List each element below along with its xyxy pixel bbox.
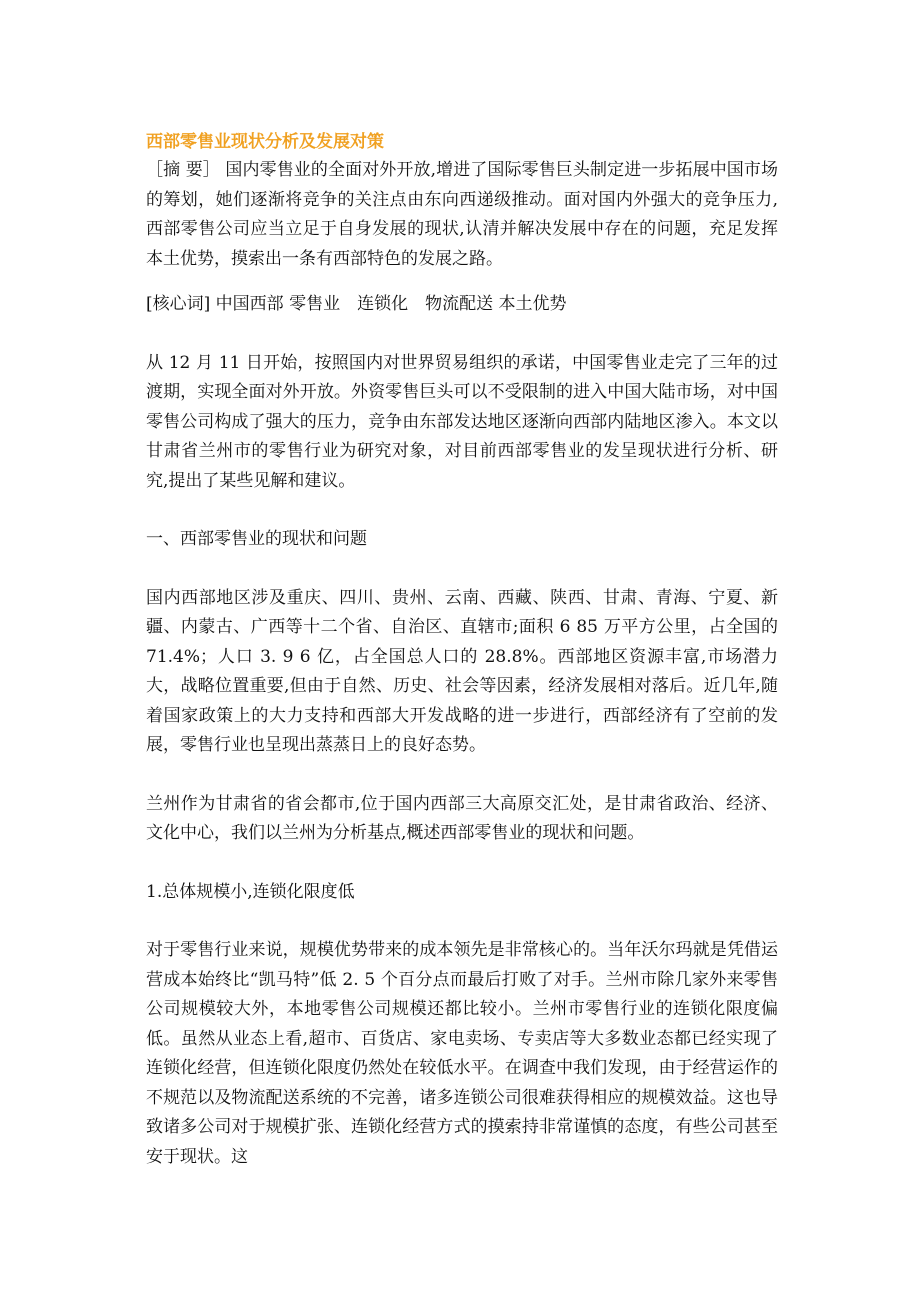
document-page [146,128,778,1172]
document-title: 西部零售业现状分析及发展对策 [146,132,384,152]
keywords-line: [核心词] 中国西部 零售业 连锁化 物流配送 本土优势 [146,294,567,314]
intro-paragraph: 从 12 月 11 日开始，按照国内对世界贸易组织的承诺，中国零售业走完了三年的过渡期，实现全面对外开放。外资零售巨头可以不受限制的进入中国大陆市场，对中国零售公司构成了强大的压力，竞争由东部发达地区逐渐向西部内陆地区渗入。本文以甘肃省兰州市的零售行业为研究对象，对目前西部零售业的发呈现状进行分析、研究,提出了某些见解和建议。 [146,352,778,491]
abstract-paragraph: ［摘 要］ 国内零售业的全面对外开放,增进了国际零售巨头制定进一步拓展中国市场的筹划，她们逐渐将竞争的关注点由东向西递级推动。面对国内外强大的竞争压力,西部零售公司应当立足于自身发展的现状,认清并解决发展中存在的问题，充足发挥本土优势，摸索出一条有西部特色的发展之路。 [146,160,778,269]
subsection-heading-1: 1.总体规模小,连锁化限度低 [146,881,355,902]
subsection1-paragraph-1: 对于零售行业来说，规模优势带来的成本领先是非常核心的。当年沃尔玛就是凭借运营成本始终比“凯马特”低 2. 5 个百分点而最后打败了对手。兰州市除几家外来零售公司规模较大外，本地零售公司规模还都比较小。兰州市零售行业的连锁化限度偏低。虽然从业态上看,超市、百货店、家电卖场、专卖店等大多数业态都已经实现了连锁化经营，但连锁化限度仍然处在较低水平。在调查中我们发现，由于经营运作的不规范以及物流配送系统的不完善，诸多连锁公司很难获得相应的规模效益。这也导致诸多公司对于规模扩张、连锁化经营方式的摸索持非常谨慎的态度，有些公司甚至安于现状。这 [146,940,778,1167]
section-heading-1: 一、西部零售业的现状和问题 [146,529,367,549]
section1-paragraph-2: 兰州作为甘肃省的省会都市,位于国内西部三大高原交汇处，是甘肃省政治、经济、文化中心，我们以兰州为分析基点,概述西部零售业的现状和问题。 [146,793,778,843]
section1-paragraph-1: 国内西部地区涉及重庆、四川、贵州、云南、西藏、陕西、甘肃、青海、宁夏、新疆、内蒙古、广西等十二个省、自治区、直辖市;面积 6 85 万平方公里，占全国的 71.4%；人口 3. 9 6 亿，占全国总人口的 28.8%。西部地区资源丰富,市场潜力大，战略位置重要,但由于自然、历史、社会等因素，经济发展相对落后。近几年,随着国家政策上的大力支持和西部大开发战略的进一步进行，西部经济有了空前的发展，零售行业也呈现出蒸蒸日上的良好态势。 [146,587,778,755]
